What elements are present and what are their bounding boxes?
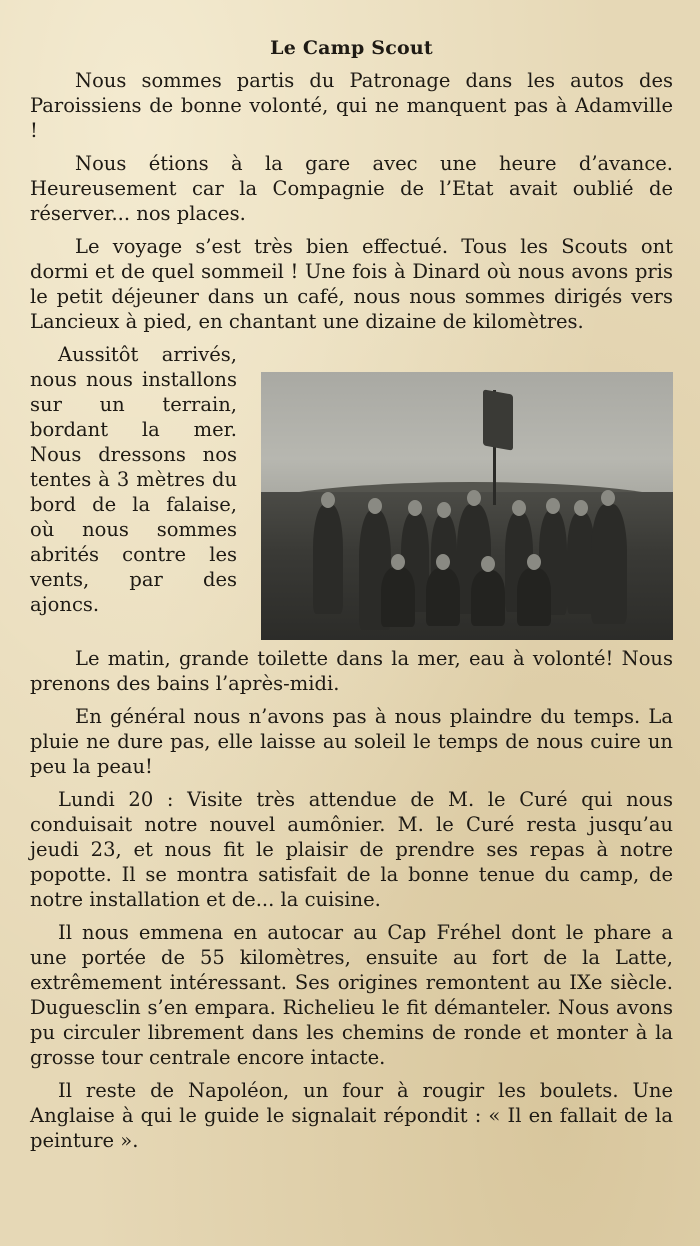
scout-head <box>467 490 481 506</box>
photo-frame <box>261 372 673 640</box>
scout-head <box>368 498 382 514</box>
scout-head <box>391 554 405 570</box>
paragraph-napoleon: Il reste de Napoléon, un four à rougir les boulets. Une Anglaise à qui le guide le signalait répondit : « Il en fallait de la peinture ». <box>30 1079 673 1152</box>
scout-head <box>436 554 450 570</box>
article-title: Le Camp Scout <box>270 37 433 59</box>
scouts-group <box>261 372 673 640</box>
scout-head <box>574 500 588 516</box>
scout-head <box>527 554 541 570</box>
scout-figure <box>517 568 551 626</box>
paragraph-departure: Nous sommes partis du Patronage dans les autos des Paroissiens de bonne volonté, qui ne manquent pas à Adamville ! <box>30 69 673 142</box>
scout-figure <box>313 504 343 614</box>
paragraph-station: Nous étions à la gare avec une heure d’avance. Heureusement car la Compagnie de l’Etat avait oublié de réserver... nos places. <box>30 152 673 225</box>
paragraph-morning: Le matin, grande toilette dans la mer, eau à volonté! Nous prenons des bains l’après-midi. <box>30 647 673 695</box>
scout-figure <box>426 568 460 626</box>
paragraph-journey: Le voyage s’est très bien effectué. Tous les Scouts ont dormi et de quel sommeil ! Une fois à Dinard où nous avons pris le petit déjeuner dans un café, nous nous sommes dirigés vers Lancieux à pied, en chantant une dizaine de kilomètres. <box>30 235 673 333</box>
paragraph-excursion: Il nous emmena en autocar au Cap Fréhel dont le phare a une portée de 55 kilomètres, ensuite au fort de la Latte, extrêmement intéressant. Ses origines remontent au IXe siècle. Duguesclin s’en empara. Richelieu le fit démanteler. Nous avons pu circuler librement dans les chemins de ronde et monter à la grosse tour centrale encore intacte. <box>30 921 673 1069</box>
paragraph-arrival: Aussitôt arrivés, nous nous installons sur un terrain, bordant la mer. Nous dressons nos tentes à 3 mètres du bord de la falaise, où nous sommes abrités contre les vents, par des ajoncs. <box>30 343 237 616</box>
scout-head <box>481 556 495 572</box>
scout-head <box>408 500 422 516</box>
paragraph-weather: En général nous n’avons pas à nous plaindre du temps. La pluie ne dure pas, elle laisse au soleil le temps de nous cuire un peu la peau! <box>30 705 673 778</box>
scout-head <box>546 498 560 514</box>
scout-head <box>601 490 615 506</box>
scout-figure <box>471 570 505 626</box>
scout-figure <box>591 504 627 624</box>
scout-head <box>437 502 451 518</box>
scout-group-photo <box>261 372 673 640</box>
article-column <box>30 36 673 1161</box>
paragraph-visit: Lundi 20 : Visite très attendue de M. le Curé qui nous conduisait notre nouvel aumônier. M. le Curé resta jusqu’au jeudi 23, et nous fit le plaisir de prendre ses repas à notre popotte. Il se montra satisfait de la bonne tenue du camp, de notre installation et de... la cuisine. <box>30 788 673 911</box>
scout-figure <box>381 567 415 627</box>
scout-head <box>512 500 526 516</box>
scout-head <box>321 492 335 508</box>
